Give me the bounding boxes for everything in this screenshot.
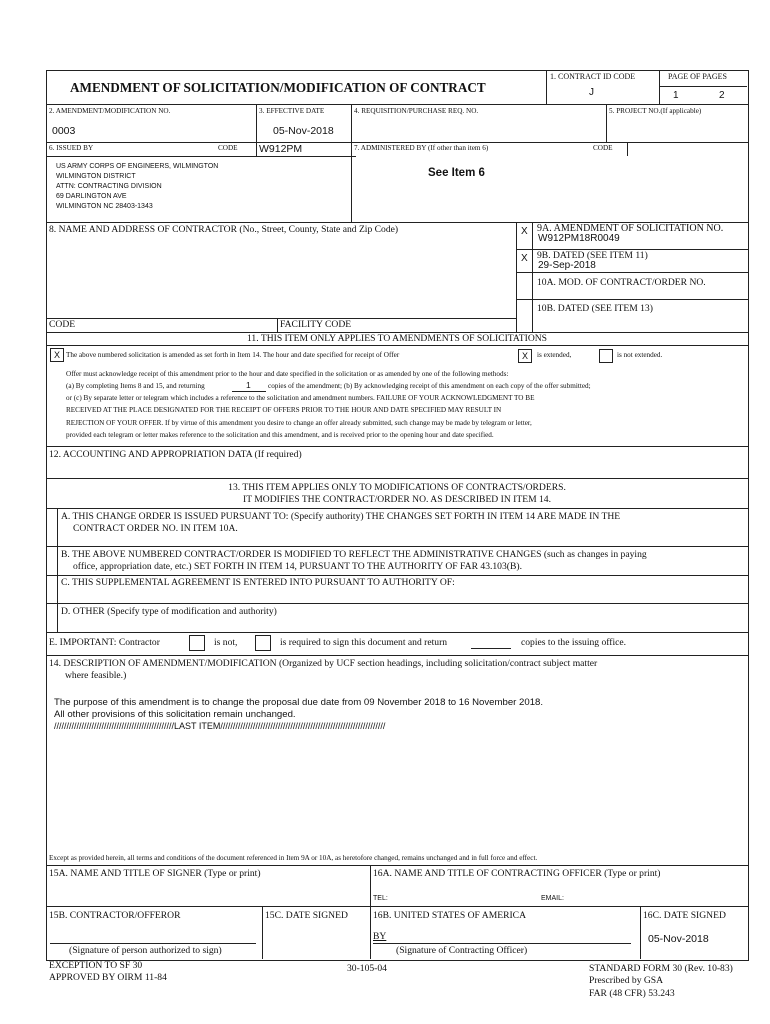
item11-line: or (c) By separate letter or telegram which includes a reference to the solicitation and amendment numbers. FAILURE OF YOUR ACKNOWLEDGMENT TO BE [66,394,535,402]
rule [606,104,607,142]
rule [516,272,748,273]
contractor-name-label: 8. NAME AND ADDRESS OF CONTRACTOR (No., Street, County, State and Zip Code) [49,224,399,235]
dated-check-mark: X [521,253,528,264]
rule [351,104,352,222]
is-not-checkbox[interactable] [189,635,205,651]
rule [46,508,748,509]
rule [46,156,356,157]
signer-name-label: 15A. NAME AND TITLE OF SIGNER (Type or print) [49,868,261,879]
item11-line: provided each telegram or letter makes reference to the solicitation and this amendment, and is received prior to the opening hour and date specified. [66,431,494,439]
solicitation-no-value: W912PM18R0049 [538,233,620,244]
contractor-date-signed-label: 15C. DATE SIGNED [265,910,348,921]
rule [46,142,748,143]
solicitation-no-label: 9A. AMENDMENT OF SOLICITATION NO. [537,223,724,234]
rule [262,906,263,959]
rule [256,104,257,142]
item11-heading: 11. THIS ITEM ONLY APPLIES TO AMENDMENTS OF SOLICITATIONS [246,333,548,344]
issued-code-value: W912PM [259,143,303,155]
is-not-label: is not, [214,637,238,648]
item13a-line: CONTRACT ORDER NO. IN ITEM 10A. [73,523,238,534]
solicitation-check-mark: X [521,226,528,237]
form-title: AMENDMENT OF SOLICITATION/MODIFICATION OF CONTRACT [70,80,486,95]
accounting-data-label: 12. ACCOUNTING AND APPROPRIATION DATA (If required) [49,449,302,460]
footer-approved: APPROVED BY OIRM 11-84 [49,972,167,983]
item13d-line: D. OTHER (Specify type of modification and authority) [61,606,277,617]
officer-date-signed-value: 05-Nov-2018 [648,933,709,945]
extended-label: is extended, [537,351,572,359]
item11-line: Offer must acknowledge receipt of this amendment prior to the hour and date specified in the solicitation or as amended by one of the following methods: [66,370,509,378]
item13c-line: C. THIS SUPPLEMENTAL AGREEMENT IS ENTERED INTO PURSUANT TO AUTHORITY OF: [61,577,455,588]
rule [516,299,748,300]
officer-signature-line [373,943,631,944]
mod-contract-label: 10A. MOD. OF CONTRACT/ORDER NO. [537,277,706,288]
description-body: The purpose of this amendment is to change the proposal due date from 09 November 2018 to 16 November 2018. [54,697,544,708]
copies-label: copies to the issuing office. [521,637,627,648]
solicitation-dated-value: 29-Sep-2018 [538,260,596,271]
rule [370,865,371,959]
rule [640,906,641,959]
contracting-officer-label: 16A. NAME AND TITLE OF CONTRACTING OFFICER (Type or print) [373,868,661,879]
contractor-code-label: CODE [49,319,76,330]
item13b-line: B. THE ABOVE NUMBERED CONTRACT/ORDER IS MODIFIED TO REFLECT THE ADMINISTRATIVE CHANGES (such as changes in paying [61,549,647,560]
copies-returned-value: 1 [246,380,251,390]
issuer-address-line: US ARMY CORPS OF ENGINEERS, WILMINGTON [56,163,219,170]
issued-code-label: CODE [218,144,238,152]
rule [57,508,58,632]
item13-heading: 13. THIS ITEM APPLIES ONLY TO MODIFICATIONS OF CONTRACTS/ORDERS. [228,482,566,493]
solicitation-dated-label: 9B. DATED (SEE ITEM 11) [537,250,648,261]
item13b-line: office, appropriation date, etc.) SET FORTH IN ITEM 14, PURSUANT TO THE AUTHORITY OF FAR 43.103(B). [73,561,522,572]
rule [46,546,748,547]
rule [46,655,748,656]
footer-prescribed: Prescribed by GSA [589,975,664,986]
admin-code-label: CODE [593,144,613,152]
contractor-signature-label: (Signature of person authorized to sign) [69,945,222,956]
page-of-pages-label: PAGE OF PAGES [668,72,727,81]
is-required-label: is required to sign this document and return [280,637,448,648]
officer-date-signed-label: 16C. DATE SIGNED [643,910,726,921]
description-body: All other provisions of this solicitation remain unchanged. [54,709,296,720]
rule [46,632,748,633]
item11-line: REJECTION OF YOUR OFFER. If by virtue of this amendment you desire to change an offer already submitted, such change may be made by telegram or letter, [66,419,532,427]
contract-id-label: 1. CONTRACT ID CODE [550,72,636,81]
page-count: 2 [719,90,725,101]
issuer-address-line: WILMINGTON DISTRICT [56,173,136,180]
is-required-checkbox[interactable] [255,635,271,651]
effective-date-value: 05-Nov-2018 [273,125,334,137]
issuer-address-line: 69 DARLINGTON AVE [56,193,127,200]
amendment-no-value: 0003 [52,125,76,137]
footer-form-code: 30-105-04 [347,963,387,974]
rule [46,478,748,479]
contract-id-value: J [589,87,594,98]
extended-checkbox[interactable]: X [518,349,532,363]
project-no-label: 5. PROJECT NO.(If applicable) [609,107,702,115]
contractor-offeror-label: 15B. CONTRACTOR/OFFEROR [49,910,181,921]
rule [627,142,628,156]
facility-code-label: FACILITY CODE [280,319,352,330]
description-body: ////////////////////////////////////////////////LAST ITEM////////////////////////////////////////////////////////////////// [54,721,386,731]
description-label: 14. DESCRIPTION OF AMENDMENT/MODIFICATION (Organized by UCF section headings, including solicitation/contract subject matter [49,658,598,669]
amended-checkbox[interactable]: X [50,348,64,362]
important-label: E. IMPORTANT: Contractor [49,637,160,648]
copies-blank [471,648,511,649]
contractor-signature-line [50,943,256,944]
rule [256,142,257,156]
item13a-line: A. THIS CHANGE ORDER IS ISSUED PURSUANT TO: (Specify authority) THE CHANGES SET FORTH IN ITEM 14 ARE MADE IN THE [61,511,621,522]
issuer-address-line: WILMINGTON NC 28403-1343 [56,203,153,210]
item11-line: RECEIVED AT THE PLACE DESIGNATED FOR THE RECEIPT OF OFFERS PRIOR TO THE HOUR AND DATE SPECIFIED MAY RESULT IN [66,406,502,414]
item11-text: The above numbered solicitation is amended as set forth in Item 14. The hour and date specified for receipt of Offer [66,351,400,359]
effective-date-label: 3. EFFECTIVE DATE [259,107,325,115]
issuer-address-line: ATTN: CONTRACTING DIVISION [56,183,162,190]
footer-far: FAR (48 CFR) 53.243 [589,988,675,999]
rule [659,86,747,87]
rule [46,575,748,576]
issued-by-label: 6. ISSUED BY [49,144,94,152]
requisition-label: 4. REQUISITION/PURCHASE REQ. NO. [354,107,479,115]
item13-subheading: IT MODIFIES THE CONTRACT/ORDER NO. AS DESCRIBED IN ITEM 14. [243,494,551,505]
administered-by-value: See Item 6 [428,167,485,179]
rule [46,104,748,105]
rule [516,222,517,332]
description-label-cont: where feasible.) [65,670,127,681]
footer-standard-form: STANDARD FORM 30 (Rev. 10-83) [589,963,733,974]
rule [46,446,748,447]
rule [546,70,547,104]
administered-by-label: 7. ADMINISTERED BY (If other than item 6) [354,144,489,152]
terms-unchanged-note: Except as provided herein, all terms and conditions of the document referenced in Item 9A or 10A, as heretofore changed, remains unchanged and in full force and effect. [49,854,538,862]
copies-underline [232,391,266,392]
item11-copies-text: copies of the amendment; (b) By acknowledging receipt of this amendment on each copy of the offer submitted; [268,382,591,390]
item11-line: (a) By completing Items 8 and 15, and returning [66,382,205,390]
rule [46,865,748,866]
footer-exception: EXCEPTION TO SF 30 [49,960,143,971]
email-label: EMAIL: [541,895,564,902]
amendment-no-label: 2. AMENDMENT/MODIFICATION NO. [49,107,171,115]
not-extended-checkbox[interactable] [599,349,613,363]
rule [46,603,748,604]
rule [532,222,533,332]
rule [277,318,278,332]
by-label: BY [373,931,387,942]
page-number: 1 [673,90,679,101]
tel-label: TEL: [373,895,388,902]
united-states-label: 16B. UNITED STATES OF AMERICA [373,910,527,921]
mod-dated-label: 10B. DATED (SEE ITEM 13) [537,303,653,314]
rule [659,70,660,104]
rule [46,345,748,346]
not-extended-label: is not extended. [617,351,663,359]
officer-signature-label: (Signature of Contracting Officer) [396,945,528,956]
rule [46,906,748,907]
